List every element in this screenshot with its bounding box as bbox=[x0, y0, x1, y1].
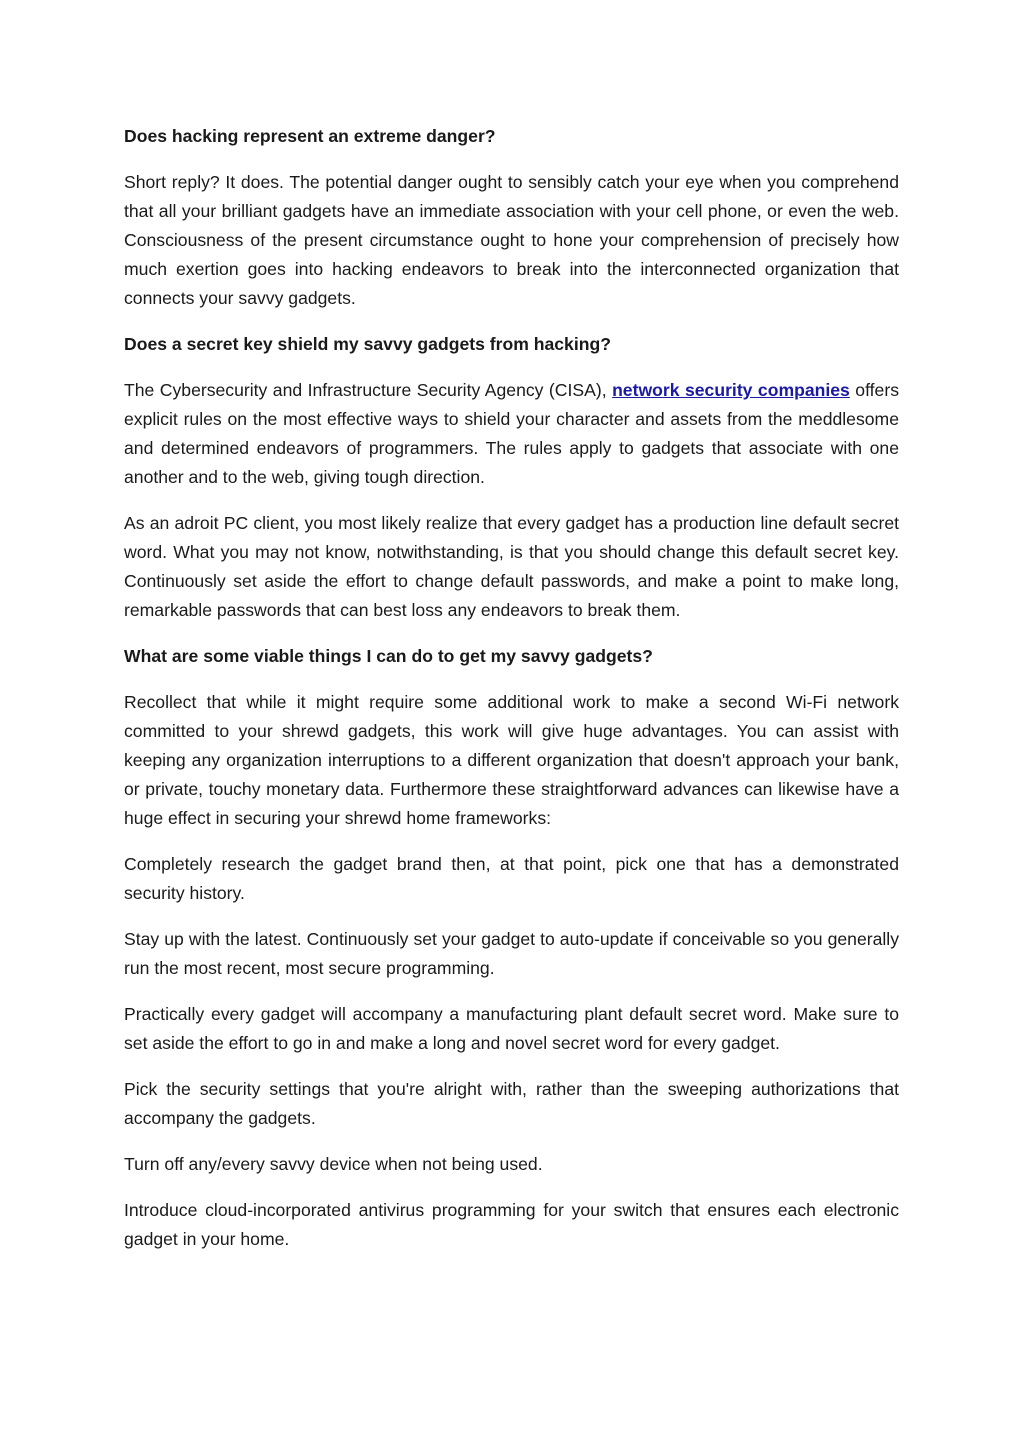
paragraph-security-settings: Pick the security settings that you're alright with, rather than the sweeping authorizations that accompany the gadgets. bbox=[124, 1079, 899, 1128]
paragraph-auto-update: Stay up with the latest. Continuously set your gadget to auto-update if conceivable so you generally run the most recent, most secure programming. bbox=[124, 929, 899, 978]
paragraph-change-password: Practically every gadget will accompany a manufacturing plant default secret word. Make sure to set aside the effort to go in and make a long and novel secret word for every gadget. bbox=[124, 1004, 899, 1053]
paragraph-cisa bbox=[124, 376, 899, 492]
paragraph-default-password: As an adroit PC client, you most likely realize that every gadget has a production line default secret word. What you may not know, notwithstanding, is that you should change this default secret key. Continuously set aside the effort to change default passwords, and make a point to make long, remarkable passwords that can best loss any endeavors to break them. bbox=[124, 513, 899, 620]
paragraph-cisa-text-after: offers explicit rules on the most effective ways to shield your character and assets from the meddlesome and determined endeavors of programmers. The rules apply to gadgets that associate with one another and to the web, giving tough direction. bbox=[124, 380, 899, 487]
network-security-companies-link[interactable]: network security companies bbox=[612, 380, 850, 400]
paragraph-turn-off: Turn off any/every savvy device when not being used. bbox=[124, 1154, 543, 1174]
paragraph-short-reply: Short reply? It does. The potential danger ought to sensibly catch your eye when you comprehend that all your brilliant gadgets have an immediate association with your cell phone, or even the web. Consciousness of the present circumstance ought to hone your comprehension of precisely how much exertion goes into hacking endeavors to break into the interconnected organization that connects your savvy gadgets. bbox=[124, 172, 899, 308]
section-heading-hacking-danger: Does hacking represent an extreme danger? bbox=[124, 126, 496, 146]
section-heading-viable-things: What are some viable things I can do to get my savvy gadgets? bbox=[124, 646, 653, 666]
paragraph-cisa-text-before: The Cybersecurity and Infrastructure Security Agency (CISA), bbox=[124, 380, 613, 400]
paragraph-research-brand: Completely research the gadget brand then, at that point, pick one that has a demonstrated security history. bbox=[124, 854, 899, 903]
paragraph-second-wifi: Recollect that while it might require some additional work to make a second Wi-Fi network committed to your shrewd gadgets, this work will give huge advantages. You can assist with keeping any organization interruptions to a different organization that doesn't approach your bank, or private, touchy monetary data. Furthermore these straightforward advances can likewise have a huge effect in securing your shrewd home frameworks: bbox=[124, 692, 899, 828]
section-heading-secret-key: Does a secret key shield my savvy gadgets from hacking? bbox=[124, 334, 611, 354]
document-page bbox=[124, 122, 899, 1271]
paragraph-antivirus: Introduce cloud-incorporated antivirus programming for your switch that ensures each electronic gadget in your home. bbox=[124, 1200, 899, 1249]
